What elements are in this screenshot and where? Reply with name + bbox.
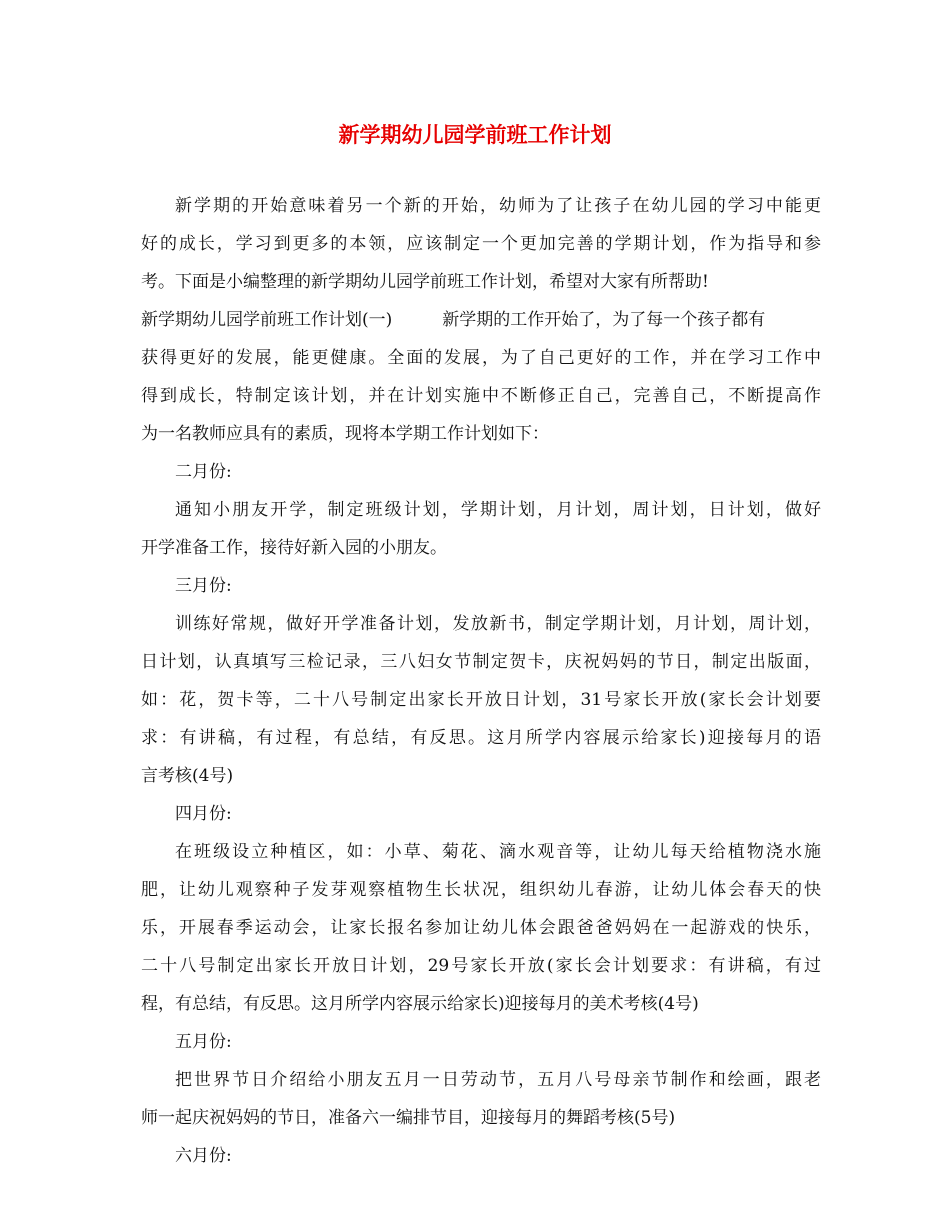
section1-heading: 新学期幼儿园学前班工作计划(一): [141, 310, 393, 330]
document-title: 新学期幼儿园学前班工作计划: [338, 122, 612, 147]
may-line-1: 把世界节日介绍给小朋友五月一日劳动节，五月八号母亲节制作和绘画，跟老: [175, 1070, 821, 1090]
march-line-3: 如：花，贺卡等，二十八号制定出家长开放日计划，31号家长开放(家长会计划要: [141, 690, 821, 710]
march-line-2: 日计划，认真填写三检记录，三八妇女节制定贺卡，庆祝妈妈的节日，制定出版面，: [141, 652, 821, 672]
section1-line-1: [141, 301, 821, 339]
intro-line-3: 考。下面是小编整理的新学期幼儿园学前班工作计划，希望对大家有所帮助!: [141, 272, 709, 292]
document-body: [141, 187, 821, 1175]
intro-line-1: 新学期的开始意味着另一个新的开始，幼师为了让孩子在幼儿园的学习中能更: [175, 196, 821, 216]
february-label: 二月份:: [175, 462, 232, 482]
section1-line-1-rest: 新学期的工作开始了，为了每一个孩子都有: [442, 310, 766, 330]
april-line-1: 在班级设立种植区，如：小草、菊花、滴水观音等，让幼儿每天给植物浇水施: [175, 842, 821, 862]
intro-line-2: 好的成长，学习到更多的本领，应该制定一个更加完善的学期计划，作为指导和参: [141, 234, 821, 254]
february-line-2: 开学准备工作，接待好新入园的小朋友。: [141, 538, 447, 558]
section1-line-2: 获得更好的发展，能更健康。全面的发展，为了自己更好的工作，并在学习工作中: [141, 348, 821, 368]
february-line-1: 通知小朋友开学，制定班级计划，学期计划，月计划，周计划，日计划，做好: [175, 500, 821, 520]
section1-line-4: 为一名教师应具有的素质，现将本学期工作计划如下：: [141, 424, 549, 444]
may-label: 五月份:: [175, 1032, 232, 1052]
march-line-5: 言考核(4号): [141, 766, 234, 786]
april-label: 四月份:: [175, 804, 232, 824]
june-label: 六月份:: [175, 1146, 232, 1166]
april-line-2: 肥，让幼儿观察种子发芽观察植物生长状况，组织幼儿春游，让幼儿体会春天的快: [141, 880, 821, 900]
may-line-2: 师一起庆祝妈妈的节日，准备六一编排节目，迎接每月的舞蹈考核(5号): [141, 1108, 676, 1128]
april-line-4: 二十八号制定出家长开放日计划，29号家长开放(家长会计划要求：有讲稿，有过: [141, 956, 821, 976]
april-line-3: 乐，开展春季运动会，让家长报名参加让幼儿体会跟爸爸妈妈在一起游戏的快乐，: [141, 918, 821, 938]
march-line-1: 训练好常规，做好开学准备计划，发放新书，制定学期计划，月计划，周计划，: [175, 614, 821, 634]
section1-line-3: 得到成长，特制定该计划，并在计划实施中不断修正自己，完善自己，不断提高作: [141, 386, 821, 406]
march-line-4: 求：有讲稿，有过程，有总结，有反思。这月所学内容展示给家长)迎接每月的语: [141, 728, 821, 748]
april-line-5: 程，有总结，有反思。这月所学内容展示给家长)迎接每月的美术考核(4号): [141, 994, 699, 1014]
march-label: 三月份:: [175, 576, 232, 596]
